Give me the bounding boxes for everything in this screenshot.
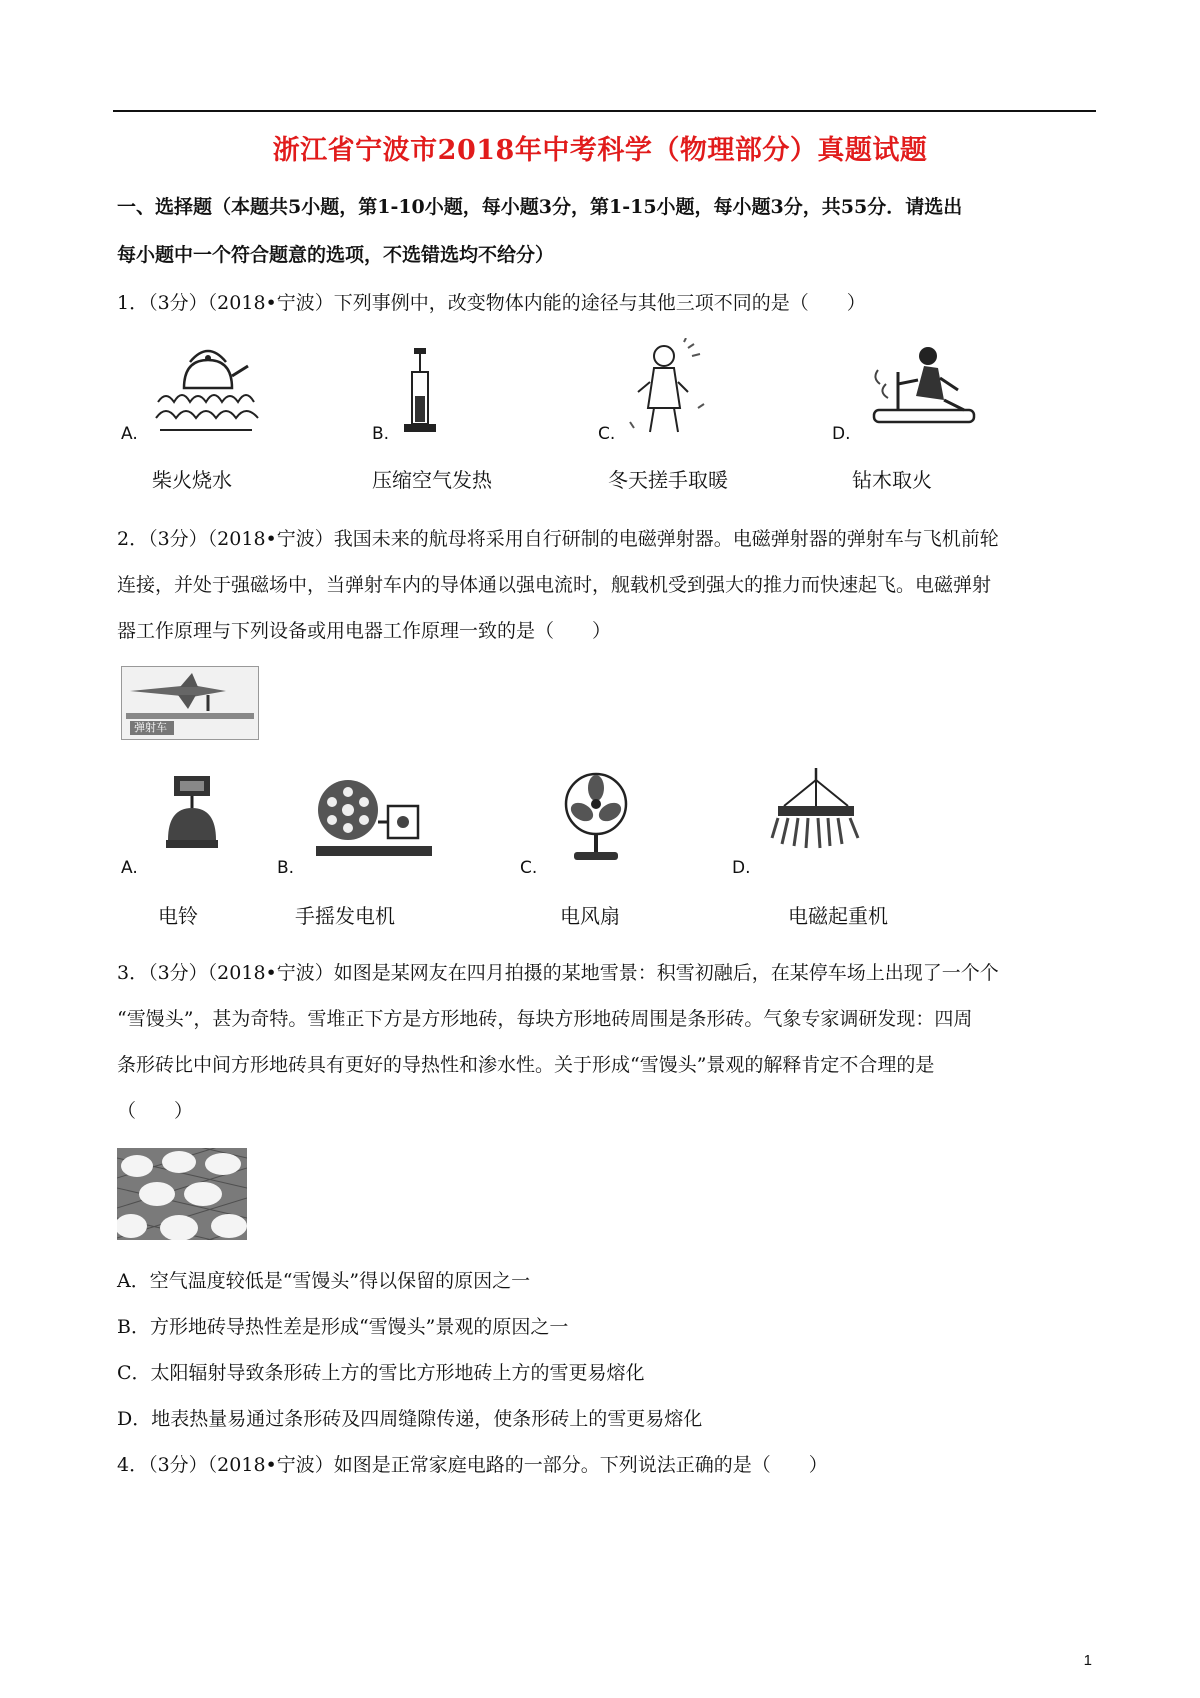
q3-line3: 条形砖比中间方形地砖具有更好的导热性和渗水性。关于形成“雪馒头”景观的解释肯定不合理的是 [117, 1054, 935, 1076]
q2-figure-electric-bell [162, 774, 222, 858]
q3-option-d: D．地表热量易通过条形砖及四周缝隙传递，使条形砖上的雪更易熔化 [117, 1408, 703, 1430]
q1-option-d-letter: D. [832, 424, 851, 444]
q2-figure-hand-generator [312, 776, 436, 864]
q3-line2: “雪馒头”，甚为奇特。雪堆正下方是方形地砖，每块方形地砖周围是条形砖。气象专家调研发现：四周 [117, 1008, 973, 1030]
q2-line2: 连接，并处于强磁场中，当弹射车内的导体通以强电流时，舰载机受到强大的推力而快速起飞。电磁弹射 [117, 574, 992, 596]
q1-option-d-caption: 钻木取火 [852, 468, 932, 492]
q1-figure-air-pump [400, 346, 440, 436]
q1-option-b-caption: 压缩空气发热 [372, 468, 492, 492]
q1-option-a-letter: A. [121, 424, 138, 444]
q2-option-a-letter: A. [121, 858, 138, 878]
q2-option-c-letter: C. [520, 858, 538, 878]
q3-line1: 3．（3分）（2018•宁波）如图是某网友在四月拍摄的某地雪景：积雪初融后，在某停车场上出现了一个个 [117, 962, 999, 984]
q1-option-a-caption: 柴火烧水 [152, 468, 232, 492]
page-title: 浙江省宁波市2018年中考科学（物理部分）真题试题 [272, 135, 928, 166]
q2-option-c-caption: 电风扇 [560, 904, 620, 928]
q1-figure-kettle-fire [152, 338, 262, 434]
q3-option-c: C．太阳辐射导致条形砖上方的雪比方形地砖上方的雪更易熔化 [117, 1362, 645, 1384]
q1-figure-rubbing-hands [628, 338, 708, 436]
q3-line4: （ ） [117, 1100, 194, 1122]
q2-figure-electromagnetic-crane [768, 766, 864, 852]
q1-stem: 1．（3分）（2018•宁波）下列事例中，改变物体内能的途径与其他三项不同的是（ ） [117, 292, 866, 314]
q2-figure-electric-fan [558, 772, 634, 864]
q1-figure-drilling-wood [868, 344, 980, 428]
section-heading-line1: 一、选择题（本题共5小题，第1-10小题，每小题3分，第1-15小题，每小题3分，共55分．请选出 [117, 196, 963, 218]
q2-figure-catapult [121, 666, 259, 740]
q1-option-b-letter: B. [372, 424, 390, 444]
header-rule [113, 110, 1096, 112]
q2-figure-label: 弹射车 [134, 721, 167, 734]
q2-option-d-letter: D. [732, 858, 751, 878]
q4-stem: 4．（3分）（2018•宁波）如图是正常家庭电路的一部分。下列说法正确的是（ ） [117, 1454, 828, 1476]
q3-option-b: B．方形地砖导热性差是形成“雪馒头”景观的原因之一 [117, 1316, 569, 1338]
q2-option-a-caption: 电铃 [158, 904, 198, 928]
q3-figure-snow-mounds [117, 1148, 247, 1240]
section-heading-line2: 每小题中一个符合题意的选项，不选错选均不给分） [117, 244, 555, 266]
q1-option-c-letter: C. [598, 424, 616, 444]
q2-line1: 2．（3分）（2018•宁波）我国未来的航母将采用自行研制的电磁弹射器。电磁弹射器的弹射车与飞机前轮 [117, 528, 999, 550]
q1-option-c-caption: 冬天搓手取暖 [608, 468, 728, 492]
q2-option-b-letter: B. [277, 858, 295, 878]
q2-line3: 器工作原理与下列设备或用电器工作原理一致的是（ ） [117, 620, 612, 642]
page-number: 1 [1083, 1652, 1092, 1669]
q2-option-d-caption: 电磁起重机 [788, 904, 888, 928]
q3-option-a: A．空气温度较低是“雪馒头”得以保留的原因之一 [117, 1270, 531, 1292]
q2-option-b-caption: 手摇发电机 [295, 904, 395, 928]
